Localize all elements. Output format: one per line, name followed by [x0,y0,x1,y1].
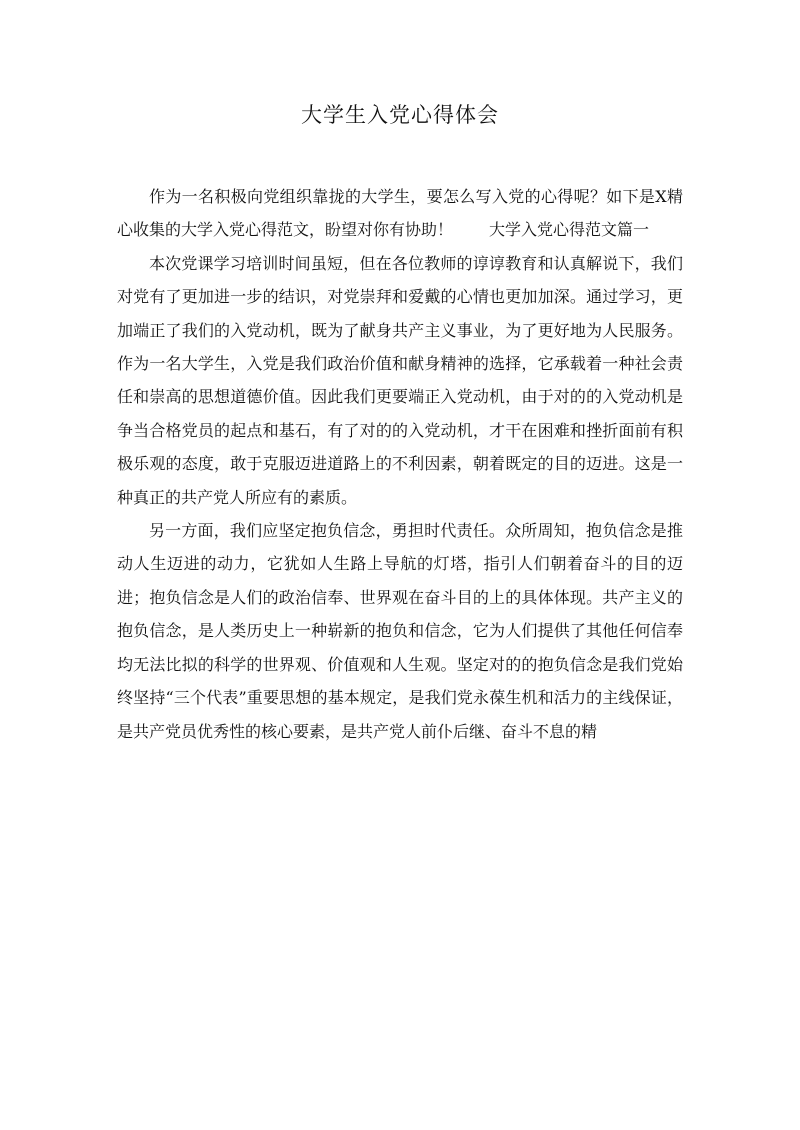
paragraph-intro [117,180,683,247]
document-body [117,180,683,748]
intro-text: 作为一名积极向党组织靠拢的大学生，要怎么写入党的心得呢？如下是X精心收集的大学入党心得范文，盼望对你有协助！ [117,187,683,240]
document-title: 大学生入党心得体会 [301,103,499,127]
paragraph-3: 另一方面，我们应坚定抱负信念，勇担时代责任。众所周知，抱负信念是推动人生迈进的动力，它犹如人生路上导航的灯塔，指引人们朝着奋斗的目的迈进；抱负信念是人们的政治信奉、世界观在奋斗目的上的具体体现。共产主义的抱负信念，是人类历史上一种崭新的抱负和信念，它为人们提供了其他任何信奉均无法比拟的科学的世界观、价值观和人生观。坚定对的的抱负信念是我们党始终坚持“三个代表”重要思想的基本规定，是我们党永葆生机和活力的主线保证，是共产党员优秀性的核心要素，是共产党人前仆后继、奋斗不息的精 [117,521,683,741]
paragraph-2: 本次党课学习培训时间虽短，但在各位教师的谆谆教育和认真解说下，我们对党有了更加进一步的结识，对党崇拜和爱戴的心情也更加加深。通过学习，更加端正了我们的入党动机，既为了献身共产主义事业，为了更好地为人民服务。作为一名大学生，入党是我们政治价值和献身精神的选择，它承载着一种社会责任和崇高的思想道德价值。因此我们更要端正入党动机，由于对的的入党动机是争当合格党员的起点和基石，有了对的的入党动机，才干在困难和挫折面前有积极乐观的态度，敢于克服迈进道路上的不利因素，朝着既定的目的迈进。这是一种真正的共产党人所应有的素质。 [117,253,683,507]
section-heading: 大学入党心得范文篇一 [489,220,650,240]
